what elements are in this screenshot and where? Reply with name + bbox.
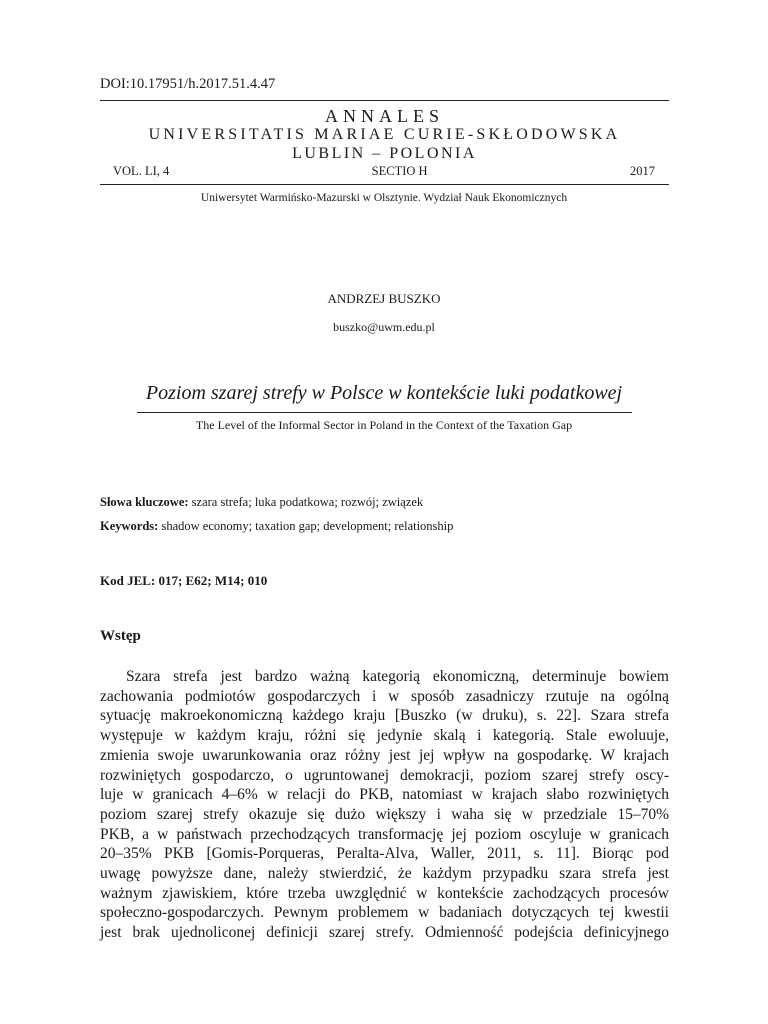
body-line: 20–35% PKB [Gomis-Porqueras, Peralta-Alva, Waller, 2011, s. 11]. Biorąc pod xyxy=(100,845,669,863)
section-label: SECTIO H xyxy=(371,164,428,178)
body-line: jest brak ujednoliconej definicji szarej strefy. Odmienność podejścia definicyjnego xyxy=(100,924,669,942)
body-line: sytuację makroekonomiczną każdego kraju [Buszko (w druku), s. 22]. Szara strefa xyxy=(100,707,669,725)
affiliation: Uniwersytet Warmińsko-Mazurski w Olsztynie. Wydział Nauk Ekonomicznych xyxy=(200,192,568,204)
title-english: The Level of the Informal Sector in Poland in the Context of the Taxation Gap xyxy=(195,418,573,432)
header-bottom-rule xyxy=(100,184,669,185)
doi: DOI:10.17951/h.2017.51.4.47 xyxy=(100,76,276,92)
body-line: zachowania podmiotów gospodarczych i w sposób zasadniczy rzutuje na ogólną xyxy=(100,687,669,705)
volume-label: VOL. LI, 4 xyxy=(113,164,170,178)
body-line: luje w granicach 4–6% w relacji do PKB, natomiast w krajach słabo rozwiniętych xyxy=(100,786,669,804)
author-name: ANDRZEJ BUSZKO xyxy=(327,291,441,306)
volume-row xyxy=(113,164,655,179)
body-line: występuje w każdym kraju, różni się jedynie skalą i kategorią. Stale ewoluuje, xyxy=(100,727,669,745)
body-line: PKB, a w państwach przechodzących transformację jej poziom oscyluje w granicach xyxy=(100,825,669,843)
author-email: buszko@uwm.edu.pl xyxy=(333,320,435,334)
keywords-polish-text: szara strefa; luka podatkowa; rozwój; związek xyxy=(191,495,424,509)
journal-university: UNIVERSITATIS MARIAE CURIE-SKŁODOWSKA xyxy=(148,126,621,143)
section-heading: Wstęp xyxy=(100,628,141,644)
keywords-english xyxy=(100,519,669,534)
year-label: 2017 xyxy=(630,164,655,178)
journal-city: LUBLIN – POLONIA xyxy=(292,145,477,162)
body-line: ważnym zjawiskiem, które trzeba uwzględnić w kontekście zachodzących procesów xyxy=(100,884,669,902)
body-line: uwagę powyższe dane, należy stwierdzić, że każdym przypadku szara strefa jest xyxy=(100,865,669,883)
jel-codes: Kod JEL: 017; E62; M14; 010 xyxy=(100,573,268,588)
body-line: rozwiniętych gospodarczo, o ugruntowanej demokracji, poziom szarej strefy oscy- xyxy=(100,766,669,784)
journal-name: ANNALES xyxy=(325,106,444,126)
body-line: poziom szarej strefy okazuje się dużo większy i waha się w przedziale 15–70% xyxy=(100,805,669,823)
keywords-polish xyxy=(100,495,669,510)
body-paragraph xyxy=(100,667,669,943)
title-polish: Poziom szarej strefy w Polsce w kontekście luki podatkowej xyxy=(145,382,623,404)
keywords-polish-label: Słowa kluczowe: xyxy=(100,495,189,509)
keywords-english-label: Keywords: xyxy=(100,519,159,533)
header-top-rule xyxy=(100,100,669,101)
body-line: Szara strefa jest bardzo ważną kategorią ekonomiczną, determinuje bowiem xyxy=(126,668,669,685)
body-line: społeczno-gospodarczych. Pewnym problemem w badaniach dotyczących tej kwestii xyxy=(100,904,669,922)
keywords-english-text: shadow economy; taxation gap; development; relationship xyxy=(161,519,454,533)
title-rule xyxy=(137,412,632,413)
body-line: zmienia swoje uwarunkowania oraz różny jest jej wpływ na gospodarkę. W krajach xyxy=(100,746,669,764)
